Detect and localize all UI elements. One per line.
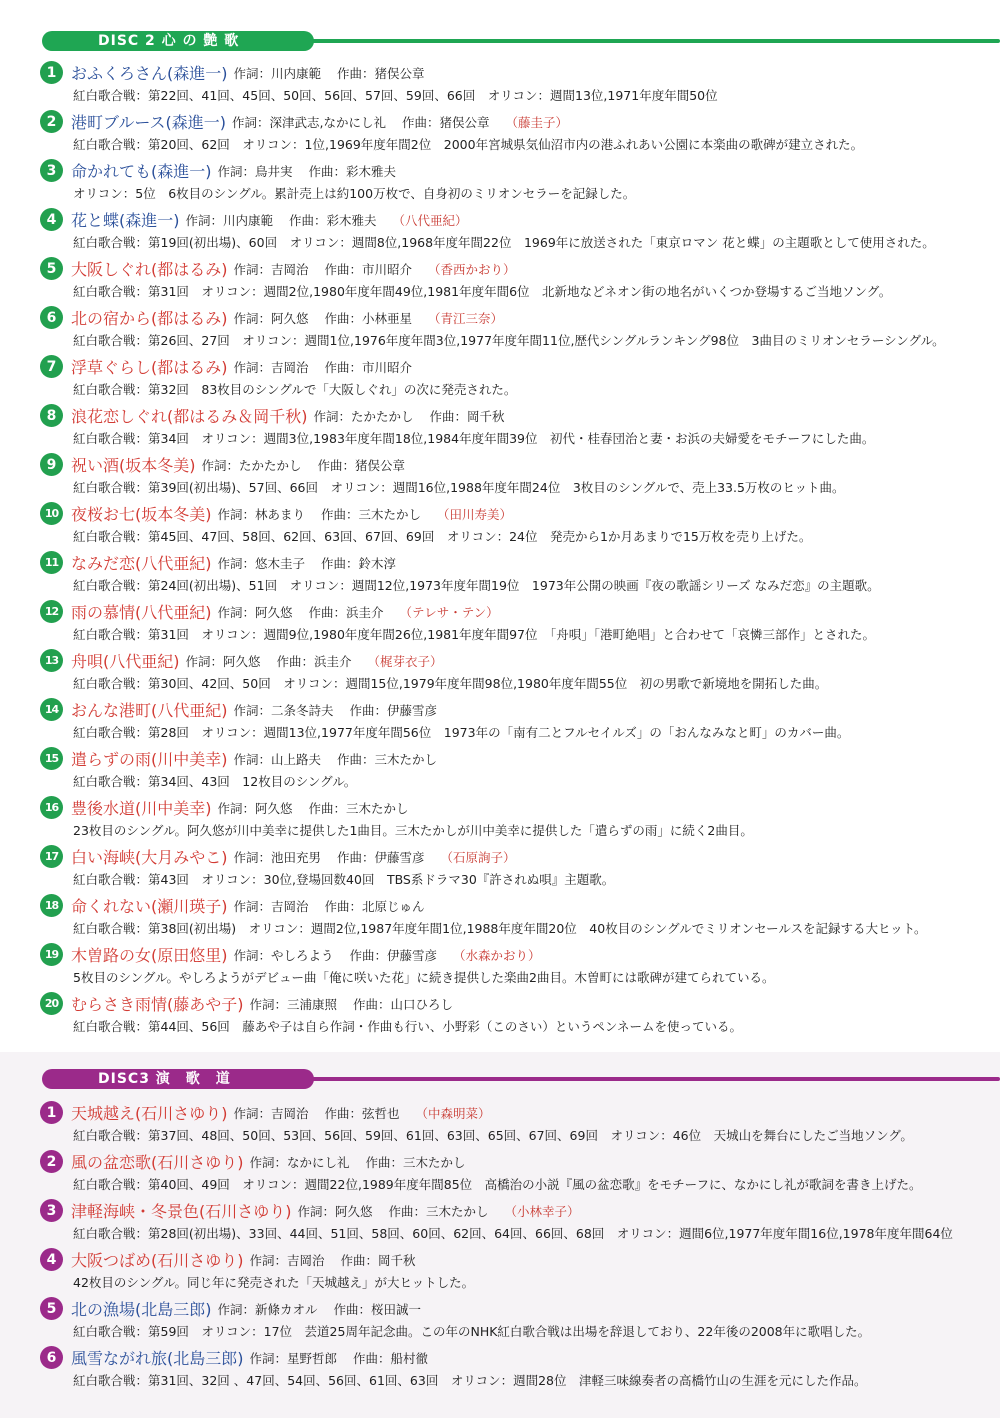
song-title: 大阪つばめ(石川さゆり) — [71, 1251, 244, 1270]
track-number-badge: 12 — [40, 600, 63, 623]
track-number-badge: 14 — [40, 698, 63, 721]
song-title-row — [40, 648, 990, 673]
song-title-row — [40, 599, 990, 624]
lyricist: 作詞：川内康範 — [233, 65, 322, 81]
composer: 作曲：小林亜星 — [324, 310, 413, 326]
song-title-row — [40, 697, 990, 722]
song-item — [40, 256, 990, 305]
lyricist: 作詞：阿久悠 — [185, 653, 261, 669]
lyricist: 作詞：川内康範 — [185, 212, 274, 228]
composer: 作曲：伊藤雪彦 — [337, 849, 425, 865]
track-number-badge: 6 — [40, 306, 63, 329]
song-title-row — [40, 1345, 990, 1370]
disc2-section — [0, 30, 1000, 1040]
composer: 作曲：三木たかし — [308, 800, 409, 816]
song-title-row — [40, 844, 990, 869]
song-item — [40, 795, 990, 844]
lyricist: 作詞：新條カオル — [217, 1301, 318, 1317]
song-title: 白い海峡(大月みやこ) — [71, 848, 228, 867]
disc3-heading-label: DISC3 演 歌 道 — [42, 1069, 314, 1089]
lyricist: 作詞：悠木圭子 — [217, 555, 306, 571]
composer: 作曲：北原じゅん — [324, 898, 425, 914]
song-title-row — [40, 1296, 990, 1321]
composer: 作曲：三木たかし — [337, 751, 438, 767]
composer: 作曲：三木たかし — [388, 1203, 489, 1219]
lyricist: 作詞：やしろよう — [233, 947, 334, 963]
cover-artist: （田川寿美） — [437, 506, 513, 522]
song-item — [40, 452, 990, 501]
track-number-badge: 2 — [40, 110, 63, 133]
track-number-badge: 6 — [40, 1346, 63, 1369]
song-item — [40, 550, 990, 599]
song-detail: 紅白歌合戦：第40回、49回 オリコン：週間22位,1989年度年間85位 高橋治の小説『風の盆恋歌』をモチーフに、なかにし礼が歌詞を書き上げた。 — [73, 1177, 922, 1192]
song-detail: 紅白歌合戦：第19回(初出場)、60回 オリコン：週間8位,1968年度年間22位 1969年に放送された「東京ロマン 花と蝶」の主題歌として使用された。 — [73, 235, 935, 250]
song-item — [40, 60, 990, 109]
lyricist: 作詞：吉岡治 — [233, 898, 309, 914]
song-title-row — [40, 305, 990, 330]
song-item — [40, 158, 990, 207]
disc3-section — [0, 1052, 1000, 1418]
lyricist: 作詞：三浦康照 — [249, 996, 338, 1012]
lyricist: 作詞：たかたかし — [201, 457, 302, 473]
track-number-badge: 3 — [40, 1199, 63, 1222]
track-number-badge: 1 — [40, 1101, 63, 1124]
composer: 作曲：彩木雅夫 — [289, 212, 377, 228]
song-title-row — [40, 1247, 990, 1272]
lyricist: 作詞：阿久悠 — [233, 310, 309, 326]
song-title-row — [40, 207, 990, 232]
song-title: 津軽海峡・冬景色(石川さゆり) — [71, 1202, 292, 1221]
composer: 作曲：市川昭介 — [324, 261, 413, 277]
composer: 作曲：彩木雅夫 — [308, 163, 397, 179]
lyricist: 作詞：吉岡治 — [233, 1105, 309, 1121]
song-title: 風の盆恋歌(石川さゆり) — [71, 1153, 244, 1172]
composer: 作曲：伊藤雪彦 — [349, 702, 438, 718]
composer: 作曲：浜圭介 — [276, 653, 352, 669]
lyricist: 作詞：星野哲郎 — [249, 1350, 338, 1366]
song-title: 遣らずの雨(川中美幸) — [71, 750, 228, 769]
song-detail: 紅白歌合戦：第34回、43回 12枚目のシングル。 — [73, 774, 357, 789]
track-number-badge: 13 — [40, 649, 63, 672]
song-detail: 紅白歌合戦：第43回 オリコン：30位,登場回数40回 TBS系ドラマ30『許されぬ唄』主題歌。 — [73, 872, 615, 887]
song-item — [40, 1149, 990, 1198]
lyricist: 作詞：池田充男 — [233, 849, 322, 865]
cover-artist: （小林幸子） — [504, 1203, 580, 1219]
lyricist: 作詞：深津武志,なかにし礼 — [232, 114, 387, 130]
song-title: 港町ブルース(森進一) — [71, 113, 227, 132]
track-number-badge: 4 — [40, 1248, 63, 1271]
composer: 作曲：浜圭介 — [308, 604, 384, 620]
cover-artist: （水森かおり） — [453, 947, 541, 963]
disc2-song-list — [40, 60, 990, 1040]
song-title-row — [40, 893, 990, 918]
song-title-row — [40, 795, 990, 820]
song-title-row — [40, 158, 990, 183]
song-title-row — [40, 354, 990, 379]
lyricist: 作詞：鳥井実 — [217, 163, 293, 179]
disc2-heading — [0, 30, 1000, 54]
song-detail: 紅白歌合戦：第31回 オリコン：週間9位,1980年度年間26位,1981年度年間97位 「舟唄」「港町絶唱」と合わせて「哀憐三部作」とされた。 — [73, 627, 875, 642]
song-title: 花と蝶(森進一) — [71, 211, 180, 230]
song-title-row — [40, 1100, 990, 1125]
song-title-row — [40, 746, 990, 771]
song-detail: 紅白歌合戦：第31回、32回 、47回、54回、56回、61回、63回 オリコン：週間28位 津軽三味線奏者の高橋竹山の生涯を元にした作品。 — [73, 1373, 867, 1388]
lyricist: 作詞：なかにし礼 — [249, 1154, 350, 1170]
cover-artist: （八代亜紀） — [392, 212, 468, 228]
track-number-badge: 5 — [40, 1297, 63, 1320]
song-detail: 5枚目のシングル。やしろようがデビュー曲「俺に咲いた花」に続き提供した楽曲2曲目。木曽町には歌碑が建てられている。 — [73, 970, 775, 985]
track-number-badge: 16 — [40, 796, 63, 819]
song-detail: 紅白歌合戦：第37回、48回、50回、53回、56回、59回、61回、63回、65回、67回、69回 オリコン：46位 天城山を舞台にしたご当地ソング。 — [73, 1128, 913, 1143]
track-number-badge: 10 — [40, 502, 63, 525]
cover-artist: （中森明菜） — [415, 1105, 491, 1121]
heading-rule — [300, 39, 1000, 43]
song-title-row — [40, 991, 990, 1016]
song-title-row — [40, 942, 990, 967]
song-title: 北の漁場(北島三郎) — [71, 1300, 212, 1319]
composer: 作曲：弦哲也 — [324, 1105, 400, 1121]
song-detail: 紅白歌合戦：第28回(初出場)、33回、44回、51回、58回、60回、62回、64回、66回、68回 オリコン：週間6位,1977年度年間16位,1978年度年間64位 — [73, 1226, 953, 1241]
disc2-heading-label: DISC 2 心 の 艶 歌 — [42, 31, 314, 51]
song-item — [40, 1198, 990, 1247]
song-title-row — [40, 256, 990, 281]
song-item — [40, 501, 990, 550]
lyricist: 作詞：吉岡治 — [233, 359, 309, 375]
song-item — [40, 844, 990, 893]
song-title-row — [40, 60, 990, 85]
song-title: 命かれても(森進一) — [71, 162, 212, 181]
track-number-badge: 4 — [40, 208, 63, 231]
composer: 作曲：岡千秋 — [429, 408, 505, 424]
lyricist: 作詞：吉岡治 — [233, 261, 309, 277]
composer: 作曲：桜田誠一 — [333, 1301, 422, 1317]
song-title: 天城越え(石川さゆり) — [71, 1104, 228, 1123]
track-number-badge: 20 — [40, 992, 63, 1015]
track-number-badge: 1 — [40, 61, 63, 84]
lyricist: 作詞：阿久悠 — [217, 800, 293, 816]
song-title: おんな港町(八代亜紀) — [71, 701, 228, 720]
song-title: 雨の慕情(八代亜紀) — [71, 603, 212, 622]
song-title: 夜桜お七(坂本冬美) — [71, 505, 212, 524]
song-title: 浪花恋しぐれ(都はるみ＆岡千秋) — [71, 407, 308, 426]
song-title-row — [40, 1198, 990, 1223]
song-detail: 紅白歌合戦：第22回、41回、45回、50回、56回、57回、59回、66回 オリコン：週間13位,1971年度年間50位 — [73, 88, 718, 103]
lyricist: 作詞：阿久悠 — [217, 604, 293, 620]
composer: 作曲：三木たかし — [365, 1154, 466, 1170]
cover-artist: （石原詢子） — [440, 849, 516, 865]
song-title: 命くれない(瀬川瑛子) — [71, 897, 228, 916]
song-item — [40, 354, 990, 403]
lyricist: 作詞：山上路夫 — [233, 751, 322, 767]
disc3-song-list — [40, 1100, 990, 1394]
song-detail: 紅白歌合戦：第24回(初出場)、51回 オリコン：週間12位,1973年度年間19位 1973年公開の映画『夜の歌謡シリーズ なみだ恋』の主題歌。 — [73, 578, 880, 593]
song-title: 浮草ぐらし(都はるみ) — [71, 358, 228, 377]
song-title: 北の宿から(都はるみ) — [71, 309, 228, 328]
composer: 作曲：猪俣公章 — [317, 457, 406, 473]
song-item — [40, 1345, 990, 1394]
song-item — [40, 403, 990, 452]
song-item — [40, 109, 990, 158]
song-detail: 紅白歌合戦：第28回 オリコン：週間13位,1977年度年間56位 1973年の「南有二とフルセイルズ」の「おんなみなと町」のカバー曲。 — [73, 725, 850, 740]
composer: 作曲：山口ひろし — [353, 996, 454, 1012]
lyricist: 作詞：たかたかし — [313, 408, 414, 424]
song-item — [40, 599, 990, 648]
cover-artist: （香西かおり） — [428, 261, 516, 277]
disc3-heading — [0, 1068, 1000, 1092]
lyricist: 作詞：吉岡治 — [249, 1252, 325, 1268]
track-number-badge: 15 — [40, 747, 63, 770]
song-item — [40, 942, 990, 991]
song-title-row — [40, 1149, 990, 1174]
song-title: 豊後水道(川中美幸) — [71, 799, 212, 818]
cover-artist: （梶芽衣子） — [367, 653, 443, 669]
song-detail: 紅白歌合戦：第31回 オリコン：週間2位,1980年度年間49位,1981年度年間6位 北新地などネオン街の地名がいくつか登場するご当地ソング。 — [73, 284, 892, 299]
song-title: 祝い酒(坂本冬美) — [71, 456, 196, 475]
track-number-badge: 9 — [40, 453, 63, 476]
song-detail: 紅白歌合戦：第34回 オリコン：週間3位,1983年度年間18位,1984年度年間39位 初代・桂春団治と妻・お浜の夫婦愛をモチーフにした曲。 — [73, 431, 875, 446]
composer: 作曲：船村徹 — [353, 1350, 429, 1366]
track-number-badge: 11 — [40, 551, 63, 574]
song-item — [40, 648, 990, 697]
track-number-badge: 8 — [40, 404, 63, 427]
song-detail: 23枚目のシングル。阿久悠が川中美幸に提供した1曲目。三木たかしが川中美幸に提供した「遣らずの雨」に続く2曲目。 — [73, 823, 753, 838]
song-detail: 紅白歌合戦：第26回、27回 オリコン：週間1位,1976年度年間3位,1977年度年間11位,歴代シングルランキング98位 3曲目のミリオンセラーシングル。 — [73, 333, 945, 348]
song-item — [40, 991, 990, 1040]
cover-artist: （藤圭子） — [505, 114, 569, 130]
track-number-badge: 19 — [40, 943, 63, 966]
track-number-badge: 5 — [40, 257, 63, 280]
song-title: おふくろさん(森進一) — [71, 64, 228, 83]
song-item — [40, 1296, 990, 1345]
song-title-row — [40, 550, 990, 575]
composer: 作曲：猪俣公章 — [402, 114, 490, 130]
song-item — [40, 1247, 990, 1296]
cover-artist: （テレサ・テン） — [399, 604, 499, 620]
heading-rule — [300, 1077, 1000, 1081]
track-number-badge: 7 — [40, 355, 63, 378]
track-number-badge: 2 — [40, 1150, 63, 1173]
song-title: 木曽路の女(原田悠里) — [71, 946, 228, 965]
composer: 作曲：伊藤雪彦 — [349, 947, 438, 963]
composer: 作曲：岡千秋 — [340, 1252, 416, 1268]
song-title: むらさき雨情(藤あや子) — [71, 995, 244, 1014]
song-title-row — [40, 452, 990, 477]
lyricist: 作詞：林あまり — [217, 506, 306, 522]
song-title: 大阪しぐれ(都はるみ) — [71, 260, 228, 279]
song-title-row — [40, 403, 990, 428]
composer: 作曲：市川昭介 — [324, 359, 413, 375]
song-detail: 紅白歌合戦：第30回、42回、50回 オリコン：週間15位,1979年度年間98位,1980年度年間55位 初の男歌で新境地を開拓した曲。 — [73, 676, 828, 691]
cover-artist: （青江三奈） — [428, 310, 504, 326]
song-item — [40, 1100, 990, 1149]
song-title: 風雪ながれ旅(北島三郎) — [71, 1349, 244, 1368]
song-title: 舟唄(八代亜紀) — [71, 652, 180, 671]
composer: 作曲：鈴木淳 — [321, 555, 397, 571]
song-detail: 紅白歌合戦：第45回、47回、58回、62回、63回、67回、69回 オリコン：24位 発売から1か月あまりで15万枚を売り上げた。 — [73, 529, 812, 544]
song-detail: 紅白歌合戦：第32回 83枚目のシングルで「大阪しぐれ」の次に発売された。 — [73, 382, 517, 397]
song-item — [40, 746, 990, 795]
song-item — [40, 893, 990, 942]
track-number-badge: 17 — [40, 845, 63, 868]
track-number-badge: 18 — [40, 894, 63, 917]
song-title: なみだ恋(八代亜紀) — [71, 554, 212, 573]
song-detail: 紅白歌合戦：第59回 オリコン：17位 芸道25周年記念曲。この年のNHK紅白歌合戦は出場を辞退しており、22年後の2008年に歌唱した。 — [73, 1324, 871, 1339]
composer: 作曲：猪俣公章 — [337, 65, 425, 81]
composer: 作曲：三木たかし — [321, 506, 422, 522]
song-detail: オリコン：5位 6枚目のシングル。累計売上は約100万枚で、自身初のミリオンセラーを記録した。 — [73, 186, 636, 201]
track-number-badge: 3 — [40, 159, 63, 182]
lyricist: 作詞：二条冬詩夫 — [233, 702, 334, 718]
song-item — [40, 305, 990, 354]
song-detail: 紅白歌合戦：第44回、56回 藤あや子は自ら作詞・作曲も行い、小野彩（このさい）というペンネームを使っている。 — [73, 1019, 742, 1034]
song-detail: 42枚目のシングル。同じ年に発売された「天城越え」が大ヒットした。 — [73, 1275, 475, 1290]
song-detail: 紅白歌合戦：第38回(初出場) オリコン：週間2位,1987年度年間1位,1988年度年間20位 40枚目のシングルでミリオンセールスを記録する大ヒット。 — [73, 921, 927, 936]
song-item — [40, 697, 990, 746]
song-title-row — [40, 109, 990, 134]
lyricist: 作詞：阿久悠 — [297, 1203, 373, 1219]
song-detail: 紅白歌合戦：第39回(初出場)、57回、66回 オリコン：週間16位,1988年度年間24位 3枚目のシングルで、売上33.5万枚のヒット曲。 — [73, 480, 845, 495]
song-detail: 紅白歌合戦：第20回、62回 オリコン：1位,1969年度年間2位 2000年宮城県気仙沼市内の港ふれあい公園に本楽曲の歌碑が建立された。 — [73, 137, 864, 152]
song-item — [40, 207, 990, 256]
song-title-row — [40, 501, 990, 526]
